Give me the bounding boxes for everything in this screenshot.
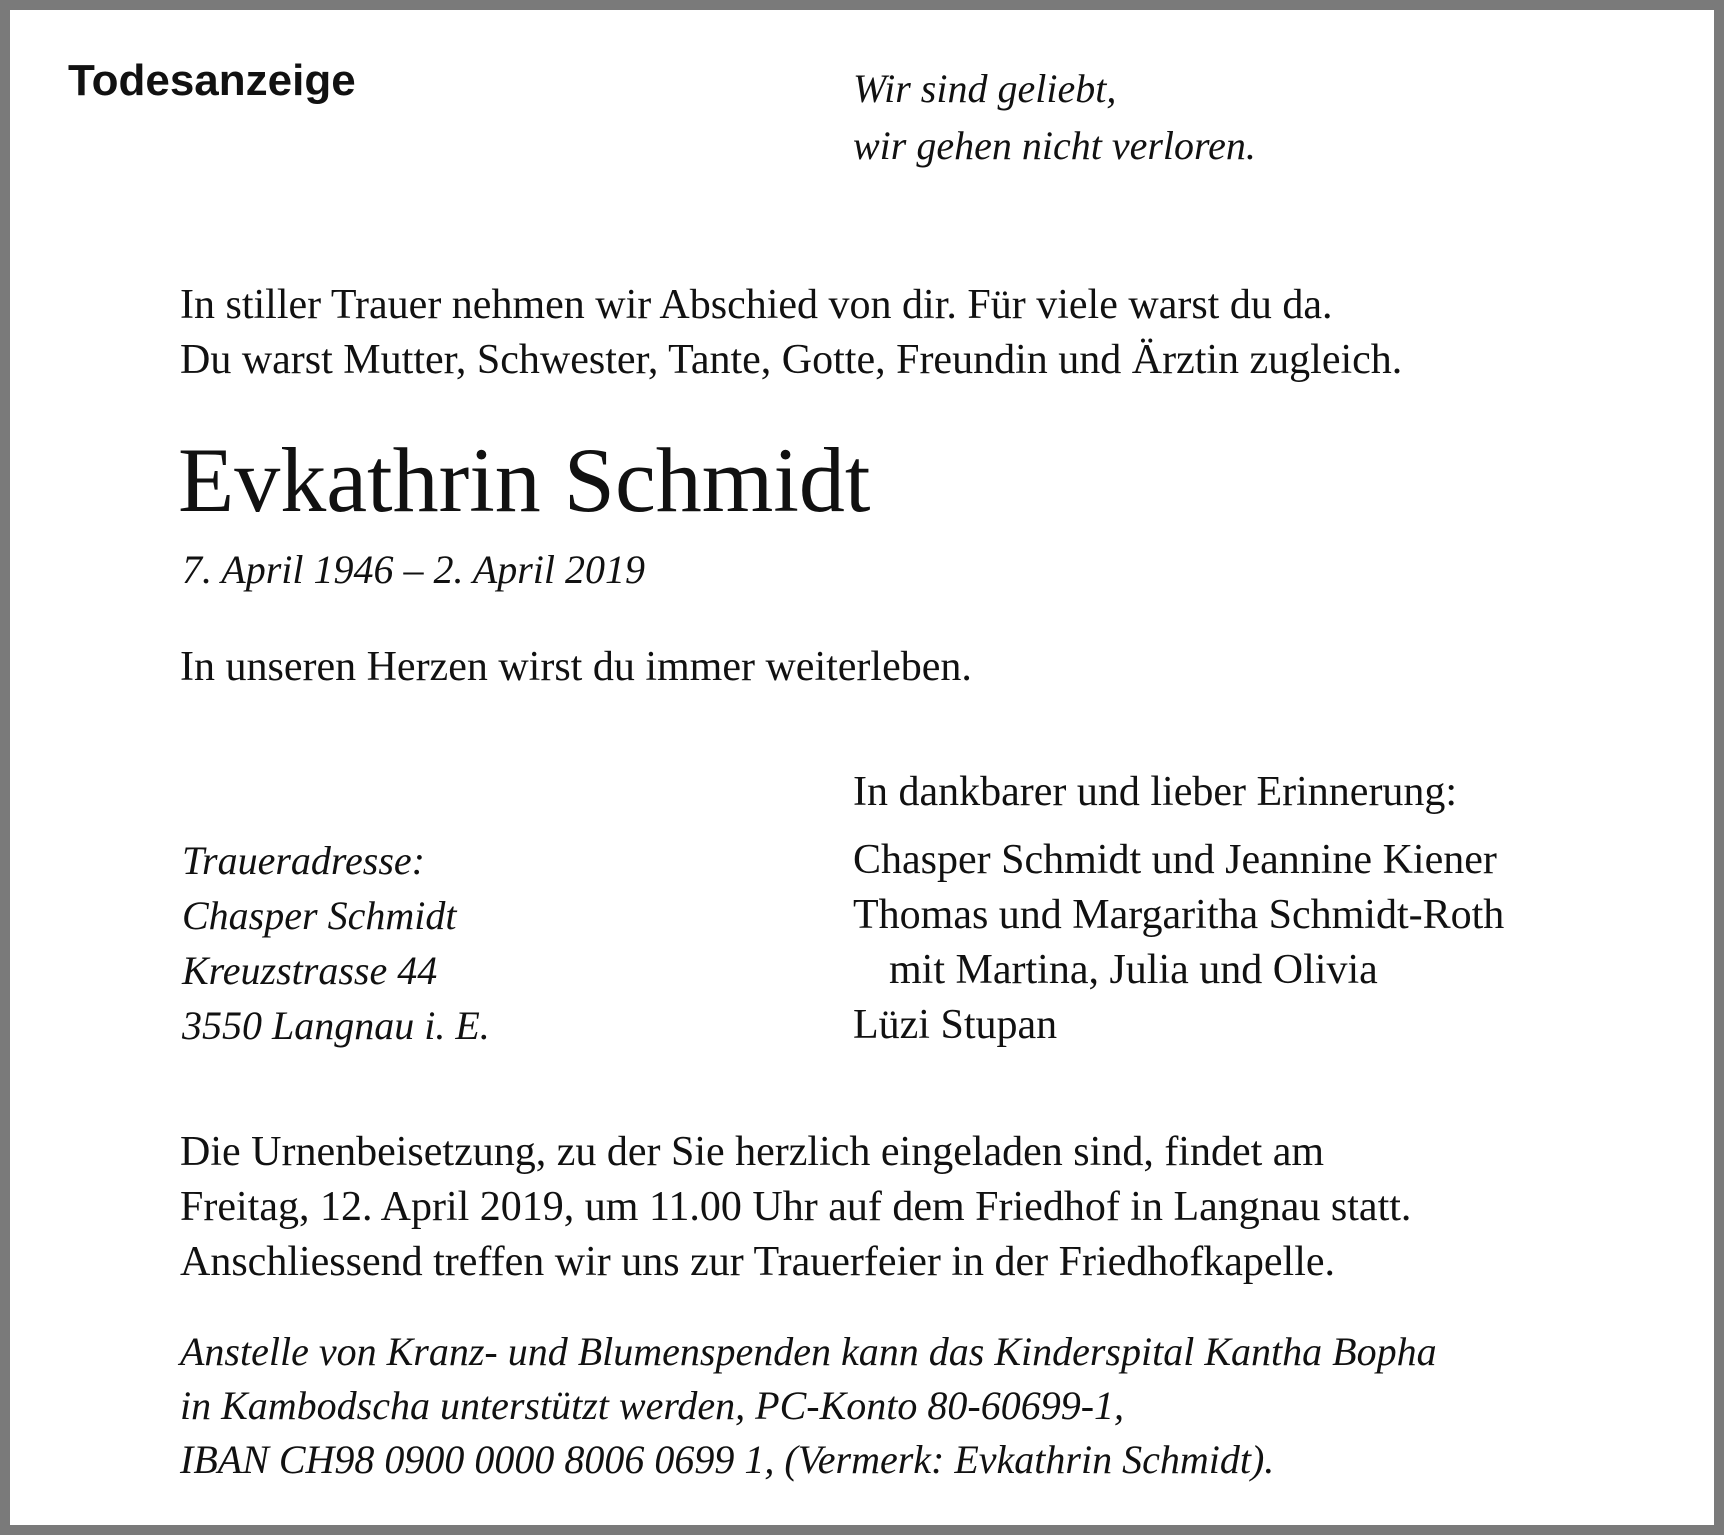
motto [853,60,1256,174]
mourner-line: Thomas und Margaritha Schmidt-Roth [853,892,1505,938]
deceased-name: Evkathrin Schmidt [178,429,871,531]
donation-line: in Kambodscha unterstützt werden, PC-Konto 80-60699-1, [180,1383,1125,1428]
ceremony-line: Die Urnenbeisetzung, zu der Sie herzlich eingeladen sind, findet am [180,1129,1325,1175]
life-dates: 7. April 1946 – 2. April 2019 [182,547,646,592]
mourner-line: Lüzi Stupan [853,1002,1058,1048]
motto-line: Wir sind geliebt, [853,66,1117,111]
notice-type-label: Todesanzeige [68,56,356,105]
address-line: Kreuzstrasse 44 [182,948,438,993]
ceremony-line: Anschliessend treffen wir uns zur Trauerfeier in der Friedhofkapelle. [180,1239,1336,1285]
address-line: 3550 Langnau i. E. [182,1003,490,1048]
ceremony-info [180,1125,1411,1290]
intro-line: In stiller Trauer nehmen wir Abschied von dir. Für viele warst du da. [180,282,1333,328]
motto-line: wir gehen nicht verloren. [853,123,1256,168]
remembrance-text: In unseren Herzen wirst du immer weiterleben. [180,644,972,690]
donation-line: Anstelle von Kranz- und Blumenspenden kann das Kinderspital Kantha Bopha [180,1329,1437,1374]
intro-text [180,278,1402,388]
address-label: Traueradresse: [182,838,425,883]
intro-line: Du warst Mutter, Schwester, Tante, Gotte, Freundin und Ärztin zugleich. [180,337,1403,383]
ceremony-line: Freitag, 12. April 2019, um 11.00 Uhr auf dem Friedhof in Langnau statt. [180,1184,1412,1230]
mourner-line: Chasper Schmidt und Jeannine Kiener [853,837,1497,883]
mourning-address [182,833,490,1053]
address-line: Chasper Schmidt [182,893,457,938]
donation-line: IBAN CH98 0900 0000 8006 0699 1, (Vermerk: Evkathrin Schmidt). [180,1437,1275,1482]
mourners-heading: In dankbarer und lieber Erinnerung: [853,769,1458,815]
mourner-line: mit Martina, Julia und Olivia [889,947,1378,993]
mourners-list [853,765,1504,1053]
donation-info [180,1325,1437,1487]
